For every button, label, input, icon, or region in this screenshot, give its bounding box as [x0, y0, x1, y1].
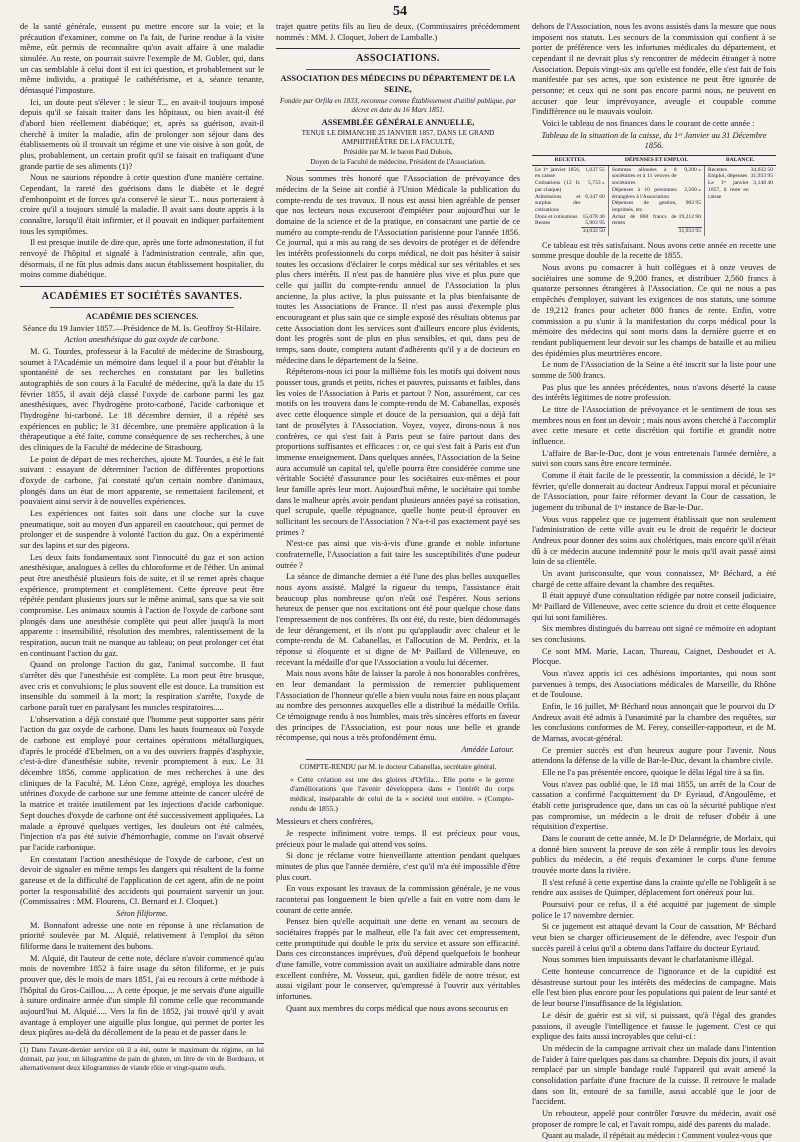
paragraph: Voici le tableau de nos finances dans le courant de cette année : — [542, 119, 755, 129]
paragraph: Pensez bien qu'elle acquittait une dette en venant au secours de sociétaires frappés par le malheur, elle l'a fait avec cet empressement, cette promptitude qui double le prix du service et assure son efficacité. Dans ces circonstances imprévues, d'où dépend quelquefois le bonheur d'une famille, votre commission avait un auxiliaire admirable dans notre excellent confrère, M. Vosseur, qui, gardien fidèle de notre trésor, est aussi vigilant pour le conserver, qu'empressé à l'ouvrir aux véritables infortunes. — [276, 917, 520, 1001]
finance-amount: 31,933 95 — [678, 227, 702, 234]
paragraph: Un médecin de la campagne arrivait chez un malade dans l'intention de l'aider à faire quelques pas dans sa chambre. Depuis dix jours, il avait remplacé par un simple bandage roulé l'appareil qui avait amené la consolidation parfaite d'une fracture de la cuisse. Il retrouve le malade dans son lit, entouré de sa famille, aussi accablé que le jour de l'accident. — [532, 1043, 776, 1107]
finance-amount: 9,200 » — [684, 166, 702, 173]
depenses-cell — [608, 165, 704, 236]
finance-row — [534, 228, 606, 235]
finance-label: Le 1ᵉʳ janvier 1856, en caisse — [535, 166, 581, 180]
paragraph: Poursuivi pour ce refus, il a été acquitté par jugement de simple police le 17 novembre dernier. — [532, 900, 776, 920]
section-title: ASSOCIATIONS. — [356, 53, 440, 65]
association-subtitle: Fondée par Orfila en 1833, reconnue comme Établissement d'utilité publique, par décret en date du 16 Mars 1851. — [279, 96, 517, 114]
finance-row — [534, 214, 606, 221]
finance-row — [534, 167, 606, 180]
author-signature: Amédée Latour. — [461, 744, 514, 754]
paragraph: Nous avons pu consacrer à huit collègues et à onze veuves de sociétaires une somme de 9,200 francs, et distribuer 2,560 francs à quatorze personnes étrangères à l'Association. Ce qui ne nous a pas empêchés d'employer, suivant les exigences de nos statuts, une somme de 19,212 francs pour acheter 800 francs de rente. Enfin, votre commission a pu s'unir à la manifestation du corps médical pour la mémoire des médecins qui sont morts dans la dernière guerre et en rendant publiquement leur devoir sur les champs de bataille et au milieu des épidémies plus meurtrières encore. — [532, 263, 776, 358]
paragraph: N'est-ce pas ainsi que vis-à-vis d'une grande et noble infortune confraternelle, l'Association a fait taire les susceptibilités d'une pudeur outrée ? — [276, 539, 520, 570]
finance-row — [611, 214, 702, 227]
finance-amount: 34,032 50 — [582, 228, 605, 235]
paragraph: Vous vous rappelez que ce jugement établissait que non seulement l'administration de cette ville avait eu le droit de requérir le docteur Andreux pour donner des soins aux cholériques, mais encore qu'il n'était dû à ce médecin aucune indemnité pour le mois qu'il avait passé ainsi loin de sa clientèle. — [532, 514, 776, 567]
finance-label — [534, 228, 581, 235]
col-header-balance: BALANCE. — [705, 156, 776, 166]
compte-rendu-heading: COMPTE-RENDU par M. le docteur Cabanellas, secrétaire général. — [299, 762, 497, 771]
paragraph: Il était appuyé d'une consultation rédigée par notre conseil judiciaire, Mᵉ Paillard de Villeneuve, avec cette science du droit et cette éloquence qui lui sont familières. — [532, 591, 776, 622]
paragraph: Dans le courant de cette année, M. le Dʳ Delannégrie, de Morlaix, qui a donné bien souvent la preuve de son zèle à remplir tous les devoirs publics du médecin, a été requis d'examiner le corps d'une femme trouvée morte dans la rivière. — [532, 834, 776, 876]
section-divider — [276, 48, 520, 49]
balance-cell — [705, 165, 776, 236]
finance-amount: 34,032 50 — [750, 166, 773, 173]
finance-label: Sommes allouées à 8 sociétaires et à 11 veuves de sociétaires — [611, 166, 677, 187]
section-divider — [20, 286, 264, 287]
col3-paragraphs — [532, 241, 776, 1142]
finance-label: Rentes — [535, 220, 551, 227]
finance-amount: 19,212 90 — [678, 213, 702, 220]
finance-row — [707, 167, 774, 174]
column-middle — [276, 22, 520, 1121]
paragraph: M. G. Tourdes, professeur à la Faculté de médecine de Strasbourg, soumet à l'Académie un mémoire dans lequel il a pour but d'établir la spontanéité de ses recherches en constatant par les bulletins autographiés de son cours à la Faculté de médecine, qu'à la date du 15 février 1855, il avait déjà classé l'oxyde de carbone parmi les gaz anesthésiques, avec l'hydrogène proto-carboné, l'acide carbonique et l'hydrogène bi-carboné. Le 18 décembre dernier, il a répété ses expériences en public; le 31 décembre, une première application à la thérapeutique a été faite, comme conséquence de ses recherches, à une des cliniques de la Faculté de médecine de Strasbourg. — [20, 346, 264, 452]
finance-row — [707, 180, 774, 200]
finance-amount: 15,078 40 — [582, 213, 605, 220]
col-header-recettes: RECETTES. — [532, 156, 608, 166]
paragraph: Cette honteuse concurrence de l'ignorance et de la cupidité est désastreuse surtout pour les intérêts des médecins de campagne. Mais elle l'est bien plus encore pour les populations qui paient de leur santé et de leur bourse l'insuffisance de la législation. — [532, 967, 776, 1009]
paragraph: Quant aux membres du corps médical que nous avons secourus en — [286, 1003, 508, 1013]
paragraph: Il s'est refusé à cette expertise dans la crainte qu'elle ne l'obligeât à se rendre aux assises de Quimper, déplacement fort onéreux pour lui. — [532, 877, 776, 898]
paragraph: Pas plus que les années précédentes, nous n'avons déserté la cause des intérêts légitimes de notre profession. — [532, 382, 776, 403]
finance-row — [611, 200, 702, 213]
paragraph: Les expériences ont faites soit dans une cloche sur la cuve pneumatique, soit au moyen d'un appareil en caoutchouc, qui permet de prolonger et de suspendre à volonté l'action du gaz. On a expérimenté sur des lapins et sur des pigeons. — [20, 509, 264, 551]
paragraph: Répéterons-nous ici pour la millième fois les motifs qui doivent nous pousser tous, grands et petits, riches et pauvres, puissants et faibles, dans les voies de l'Association à Paris et partout ? Non, assurément, car ces motifs on les trouvera dans le compte-rendu de M. Cabanellas, exposés avec cette éloquence simple et douce de la persuasion, qui a déjà fait tant de prosélytes à l'Association. Voyez, voyez, dirons-nous à nos confrères, ce qui s'est fait à Paris peut se faire partout dans des proportions suffisantes et efficaces : or, ce qui s'est fait à Paris est d'un immense enseignement. Dans quelques années, l'Association de la Seine aura accumulé un capital tel, qu'elle pourra être considérée comme une véritable Société d'assurance pour les sociétaires eux-mêmes et pour leur famille après leur mort. Aujourd'hui même, le sociétaire qui tombe dans le malheur après avoir pendant plusieurs années payé sa cotisation, quel scrupule, quelle répugnance, quelle honte peut-il éprouver en sollicitant les secours de l'Association ? N'a-t-il pas exactement payé ses primes ? — [276, 367, 520, 537]
paragraph: Nous ne saurions répondre à cette question d'une manière certaine. Cependant, la rareté des guérisons dans le diabète et le degré d'embonpoint et de forces qu'a conservé le sieur T... nous porteraient à croire qu'il a toujours simulé la maladie. Il avait sans doute appris à la connaître, lorsqu'il était infirmier, et il pouvait en indiquer parfaitement tous les symptômes. — [20, 173, 264, 236]
academy-title: ACADÉMIE DES SCIENCES. — [85, 310, 199, 321]
president-subline: Doyen de la Faculté de médecine, Président de l'Association. — [310, 158, 486, 167]
finance-row — [611, 167, 702, 187]
paragraph: Ce premier succès est d'un heureux augure pour l'avenir. Nous attendons la défense de la ville de Bar-le-Duc, devant la chambre civile. — [532, 745, 776, 766]
finance-row — [534, 220, 606, 227]
paragraph: Comme il était facile de le pressentir, la commission a décidé, le 1ᵉʳ février, qu'elle donnerait au docteur Andreux l'appui moral et pécuniaire de l'Association, pour faire réformer devant la Cour de cassation, le jugement du tribunal de 1ʳᵉ instance de Bar-le-Duc. — [532, 470, 776, 512]
finance-label — [611, 227, 678, 234]
paragraph: Nous sommes très honoré que l'Association de prévoyance des médecins de la Seine ait confié à l'Union Médicale la publication du compte-rendu de ses travaux. Il nous est aussi bien agréable de penser que nos lecteurs nous excuseront d'empiéter pour aujourd'hui sur le domaine de la science et de la pratique, en consacrant une partie de ce numéro au compte-rendu de l'Association parisienne pour l'année 1856. Ce journal, qui a mis au rang de ses devoirs de protéger et de défendre les intérêts professionnels du corps médical, ne doit pas hésiter à saisir toutes les occasions d'éclairer le corps médical sur ses véritables et ses plus chers intérêts. Il n'est pas de bannière plus vive et plus pure que celle qui jaillit du compte-rendu annuel de l'Association la plus ancienne, la plus active, la plus puissante et la plus bienfaisante de toutes les Associations de France. Il n'est pas aussi d'exemple plus encourageant et plus sain que ce simple exposé des résultats obtenus par cette Association dont les services sont d'ailleurs encore plus évidents, dont les progrès sont de plus en plus sensibles, et qui, dans peu de temps, sans doute, comptera autant d'adhérents qu'il y a de docteurs en médecine dans le département de la Seine. — [276, 174, 520, 365]
section-title: ACADÉMIES ET SOCIÉTÉS SAVANTES. — [41, 291, 243, 303]
paragraph: Ce sont MM. Marie, Lacan, Thureau, Caignet, Desboudet et A. Plocque. — [532, 646, 776, 667]
paragraph: L'affaire de Bar-le-Duc, dont je vous entretenais l'année dernière, a suivi son cours sans être encore terminée. — [532, 448, 776, 469]
footnote: (1) Dans l'avant-dernier service où il a été, outre le maximum du régime, on lui donnait, par jour, un kilogramme de pain de gluten, un litre de vin de Bordeaux, et alternativement deux kilogrammes de viande rôtie et vingt-quatre œufs. — [20, 1043, 264, 1072]
paragraph: Si donc je réclame votre bienveillante attention pendant quelques minutes de plus que l'année dernière, c'est qu'il m'a été impossible d'être plus court. — [276, 851, 520, 882]
finance-label: Admissions et surplus des cotisations — [535, 193, 581, 213]
finance-row — [611, 187, 702, 200]
paragraph: Vous n'avez appris ici ces adhésions importantes, qui nous sont parvenues à temps, des Associations médicales de Marseille, du Rhône et de Toulouse. — [532, 669, 776, 700]
column-left — [20, 22, 264, 1121]
paragraph: Le titre de l'Association de prévoyance et le sentiment de tous ses membres nous en font un devoir ; mais nous avons cherché à l'accomplir avec cette mesure et cette discrétion qui fortifie et grandit notre influence. — [532, 404, 776, 446]
paragraph: Quant au malade, il répétait au médecin : Comment voulez-vous que — [542, 1131, 773, 1141]
finance-amount: 903 95 — [685, 200, 702, 207]
finance-label: Emploi, dépenses — [708, 173, 748, 180]
paragraph: L'observation a déjà constaté que l'homme peut supporter sans périr l'action du gaz oxyde de carbone. Dans les hauts fourneaux où l'oxyde de carbone est employé pour certaines opérations métallurgiques, d'après le procédé d'Ebelmen, on a vu des ouvriers frappés d'asphyxie, c'est-à-dire d'anesthésie subite, revenir promptement à eux. Le 31 décembre 1856, comme application de mes recherches à une des cliniques de la Faculté, M. Léon Coze, agrégé, employa les douches utérines d'oxyde de carbone sur une femme atteinte de cancer ulcéré de la matrice et traitée inutilement par les injections d'acide carbonique. Sept douches d'oxyde de carbone ont été successivement appliquées. La malade a éprouvé quelques vertiges, les douleurs ont été calmées, l'injection n'a pas été suivie d'hémorrhagie, comme on l'avait observé par l'acide carbonique. — [20, 714, 264, 852]
paragraph: Les deux faits fondamentaux sont l'innocuité du gaz et son action anesthésique, analogues à celles du chloroforme et de l'éther. Un animal peut être anesthésié plusieurs fois de suite, et il se remet après chaque expérience, promptement et complètement. Cette épreuve peut être répétée pendant plusieurs jours sur le même animal, sans que sa vie soit compromise. Les animaux soumis à l'action de l'oxyde de carbone sont plongés dans une anesthésie complète qui peut aller jusqu'à la mort apparente : insensibilité, résolution des membres, ralentissement de la respiration, aucun trait ne manque au tableau; on peut prolonger cet état en continuant l'action du gaz. — [20, 552, 264, 658]
paragraph: Je respecte infiniment votre temps. Il est précieux pour vous, précieux pour le malade qui attend vos soins. — [276, 828, 520, 849]
paragraph: trajet quatre petits fils au lieu de deux. (Commissaires précédemment nommés : MM. J. Cloquet, Jobert de Lamballe.) — [276, 22, 520, 42]
finance-amount: 3,148 40 — [753, 180, 773, 187]
paragraph: Le point de départ de mes recherches, ajoute M. Tourdes, a été le fait suivant : essayant de déterminer l'action de différentes proportions d'oxyde de carbone, j'ai constaté qu'un certain nombre d'animaux, plongés dans un état de mort apparente, se remettaient facilement, et pouvaient ainsi servir à de nouvelles expériences. — [20, 454, 264, 507]
divider — [306, 69, 490, 70]
paragraph: La séance de dimanche dernier a été l'une des plus belles auxquelles nous ayons assisté. Malgré la rigueur du temps, l'assistance était beaucoup plus nombreuse qu'on n'eût osé l'espérer. Nous serions heureux de penser que nos excitations ont été pour quelque chose dans l'empressement de nos confrères. Ils ont été, du reste, bien dédommagés de leur dérangement, et ils n'ont pu qu'applaudir avec chaleur et le compte-rendu de M. Cabanellas, et l'allocution de M. Perdrix, et la réponse si éloquente et si digne de Mᵉ Paillard de Villeneuve, en recevant la médaille d'or que l'Association a voulu lui décerner. — [276, 572, 520, 667]
paragraph: de la santé générale, eussent pu mettre encore sur la voie; et la précaution d'examiner, comme on l'a fait, de l'urine rendue à la visite même, eût permis de reconnaître qu'on avait affaire à une maladie simulée. Au reste, on pourrait suivre l'exemple de M. Gubler, qui, dans un cas semblable à celui dont il est ici question, et probablement sur le même individu, a pratiqué le cathétérisme, et a, séance tenante, démasqué l'imposture. — [20, 22, 264, 96]
divider — [306, 759, 490, 760]
paragraph: Elle ne l'a pas présentée encore, quoique le délai légal tire à sa fin. — [542, 768, 765, 778]
finance-table-title: Tableau de la situation de la caisse, du 1ᵉʳ Janvier au 31 Décembre 1856. — [541, 130, 767, 151]
paragraph: M. Bonnafont adresse une note en réponse à une réclamation de priorité soulevée par M. Alquié, relativement à l'emploi du séton filiforme dans le traitement des bubons. — [20, 920, 264, 951]
finance-row — [534, 180, 606, 193]
epigraph-source: (Compte-rendu de 1855.) — [290, 793, 514, 813]
epigraph-quote: « Cette création est une des gloires d'Orfila... Elle porte « le germe d'améliorations que l'avenir développera dans « l'intérêt du corps médical, inséparable de celui de la « société tout entière. » (Compte-rendu de 1855.) — [290, 774, 514, 813]
finance-row — [707, 173, 774, 180]
assembly-title: ASSEMBLÉE GÉNÉRALE ANNUELLE, — [321, 116, 475, 127]
finance-label: Cotisations (12 fr. par chaque) — [535, 180, 581, 193]
divider — [306, 170, 490, 171]
seance-line: Séance du 19 Janvier 1857.—Présidence de M. Is. Geoffroy St-Hilaire. — [22, 323, 262, 333]
paragraph: Ce tableau est très satisfaisant. Nous avons cette année en recette une somme presque double de la recette de 1855. — [532, 240, 776, 261]
paragraph: En constatant l'action anesthésique de l'oxyde de carbone, c'est un devoir de signaler en même temps les dangers qui résultent de la forme gazeuse et de la difficulté de l'application de cet agent, afin de ne point porter la responsabilité des accidents qui pourraient survenir un jour. (Commissaires : MM. Flourens, Cl. Bernard et J. Cloquet.) — [20, 854, 264, 907]
finance-label: Recettes — [708, 166, 727, 173]
salutation: Messieurs et chers confrères, — [276, 817, 374, 827]
finance-label: Dépenses de gestion, imprimés, etc. — [611, 200, 677, 213]
divider — [50, 307, 234, 308]
paragraph: Nous sommes bien impuissants devant le charlatanisme illégal. — [542, 955, 754, 965]
paragraph: Le nom de l'Association de la Seine a été inscrit sur la liste pour une somme de 500 francs. — [532, 360, 776, 380]
paragraph: Six membres distingués du barreau ont signé ce mémoire en adoptant ses conclusions. — [532, 624, 776, 644]
finance-row — [611, 227, 702, 234]
finance-amount: 1,037 55 — [585, 166, 605, 173]
finance-label: Dons et cotisations — [535, 213, 578, 220]
finance-row — [534, 194, 606, 214]
paragraph: Un avant jurisconsulte, que vous connaissez, Mᵉ Béchard, a été chargé de cette affaire devant la chambre des requêtes. — [532, 568, 776, 589]
paragraph: Un rebouteur, appelé pour contrôler l'œuvre du médecin, avait osé proposer de rompre le cal, et l'avait rompu, aidé des parents du malade. — [532, 1108, 776, 1129]
paragraph: M. Alquié, dit l'auteur de cette note, déclare n'avoir commencé qu'au mois de novembre 1852 à faire usage du séton filiforme, et je puis prouver que, dès le mois de mars 1851, j'ai eu recours à cette méthode à l'hôpital du Gros-Caillou..... A cette époque, je me servais d'une aiguille à suture ordinaire armée d'un simple fil comme celle que recommande aujourd'hui M. Alquié..... Vers la fin de 1852, j'ai trouvé qu'il y avait avantage à employer une aiguille plus longue, qui permet de porter les deux piqûres au-delà du décollement de la peau et de passer dans le — [20, 953, 264, 1038]
paragraph: Il est presque inutile de dire que, après une forte admonestation, il fut renvoyé de l'hôpital et signalé à l'administration centrale, afin que, désormais, il ne fût plus admis dans aucun établissement hospitalier, du moins comme diabétique. — [20, 238, 264, 280]
column-right — [532, 22, 776, 1141]
page-number: 54 — [393, 4, 407, 19]
finance-label: Le 1ᵉʳ janvier 1857, il reste en caisse — [708, 180, 749, 200]
finance-amount: 5,903 95 — [585, 220, 605, 227]
president-line: Présidée par M. le baron Paul Dubois, — [343, 148, 453, 157]
paragraph: Quand on prolonge l'action du gaz, l'animal succombe. Il faut s'arrêter dès que l'anesthésie est complète. La mort peut être brusque, avec cris et convulsions; le plus souvent elle est douce. La transition est insensible du sommeil à la mort; la respiration s'arrête, l'oxyde de carbone paraît tuer en paralysant les muscles respiratoires..... — [20, 660, 264, 713]
paragraph: Le désir de guérir est si vif, si puissant, qu'à l'égal des grandes passions, il aveugle l'intelligence et fausse le jugement. C'est ce qui explique des faits aussi incroyables que celui-ci : — [532, 1010, 776, 1042]
finance-amount: 5,733 » — [588, 180, 605, 187]
assembly-subtitle: TENUE LE DIMANCHE 25 JANVIER 1857, DANS LE GRAND AMPHITHÉÂTRE DE LA FACULTÉ, — [301, 129, 495, 147]
paragraph: dehors de l'Association, nous les avons assistés dans la mesure que nous imposent nos statuts. Les secours de la commission qui confient à se porter de préférence vers les infortunes médicales du département, et cependant il ne devrait plus s'y rencontrer de médecin étranger à notre Association. Depuis vingt-six ans qu'elle est fondée, elle s'est fait de fois manifestée par ses actes, que son existence ne peut être ignorée de personne; et ceux qui ne sont pas encore parmi nous, ne peuvent en accuser que leur imprévoyance, aveugle et coupable comme l'indifférence ou le mauvais vouloir. — [532, 22, 776, 117]
paragraph: Enfin, le 16 juillet, Mᵉ Béchard nous annonçait que le pourvoi du Dʳ Andreux avait été admis à l'unanimité par la chambre des requêtes, sur les conclusions conformes de M. Ferey, conseiller-rapporteur, et de M. de Marnas, avocat-général. — [532, 702, 776, 744]
paragraph: En vous exposant les travaux de la commission générale, je ne vous raconterai pas longuement le bien qu'elle a fait en votre nom dans le courant de cette année. — [276, 884, 520, 915]
finance-table — [532, 155, 776, 236]
paragraph: Mais nous avons hâte de laisser la parole à nos honorables confrères, en leur demandant la permission de remercier publiquement l'Association de l'honneur qu'elle a bien voulu nous faire en nous plaçant au nombre des personnes auxquelles elle a distribué la médaille Orfila. Ce témoignage rendu à nos humbles, mais très sincères efforts en faveur des principes de l'Association, est pour nous une belle et grande récompense, qui nous a très profondément ému. — [276, 669, 520, 743]
col1-top-paragraphs — [20, 22, 264, 281]
finance-label: Achat de 800 francs de rentes — [611, 213, 677, 227]
association-title: ASSOCIATION DES MÉDECINS DU DÉPARTEMENT DE LA SEINE, — [280, 73, 516, 94]
col-header-depenses: DÉPENSES ET EMPLOI. — [608, 156, 704, 166]
paragraph: Vous n'avez pas oublié que, le 18 mai 1855, un arrêt de la Cour de cassation a confirmé l'acquittement du Dʳ Eyriaud, d'Angoulême, et établi cette jurisprudence que, dans un cas où la sécurité publique n'est pas compromise, un médecin a le droit de refuser d'obéir à une réquisition d'expertise. — [532, 779, 776, 832]
finance-amount: 6,347 60 — [585, 193, 605, 200]
finance-amount: 2,560 » — [684, 186, 702, 193]
topic-title: Action anesthésique du gaz oxyde de carbone. — [64, 335, 220, 345]
topic-title: Séton filiforme. — [116, 908, 168, 918]
finance-label: Dépenses à 10 personnes étrangères à l'Association — [611, 186, 677, 200]
paragraph: Si ce jugement est attaqué devant la Cour de cassation, Mᵉ Béchard veut bien se charger officieusement de le défendre, avec l'espoir d'un succès pareil à celui qu'il a obtenu dans l'affaire du docteur Eyriaud. — [532, 922, 776, 953]
recettes-cell — [532, 165, 608, 236]
finance-amount: 31,933 95 — [750, 173, 773, 180]
paragraph: Ici, un doute peut s'élever : le sieur T... en avait-il toujours imposé depuis qu'il se faisait traiter dans les hôpitaux, ou bien avait-il été d'abord bien réellement diabétique; et, après sa guérison, avait-il cherché à imiter la maladie, afin de prolonger son séjour dans des établissements où il trouvait un régime et une vie oisive à son goût, de plus, probablement, un certain profit qu'il se faisait en trafiquant d'une grande partie de ses aliments (1)? — [20, 97, 264, 171]
